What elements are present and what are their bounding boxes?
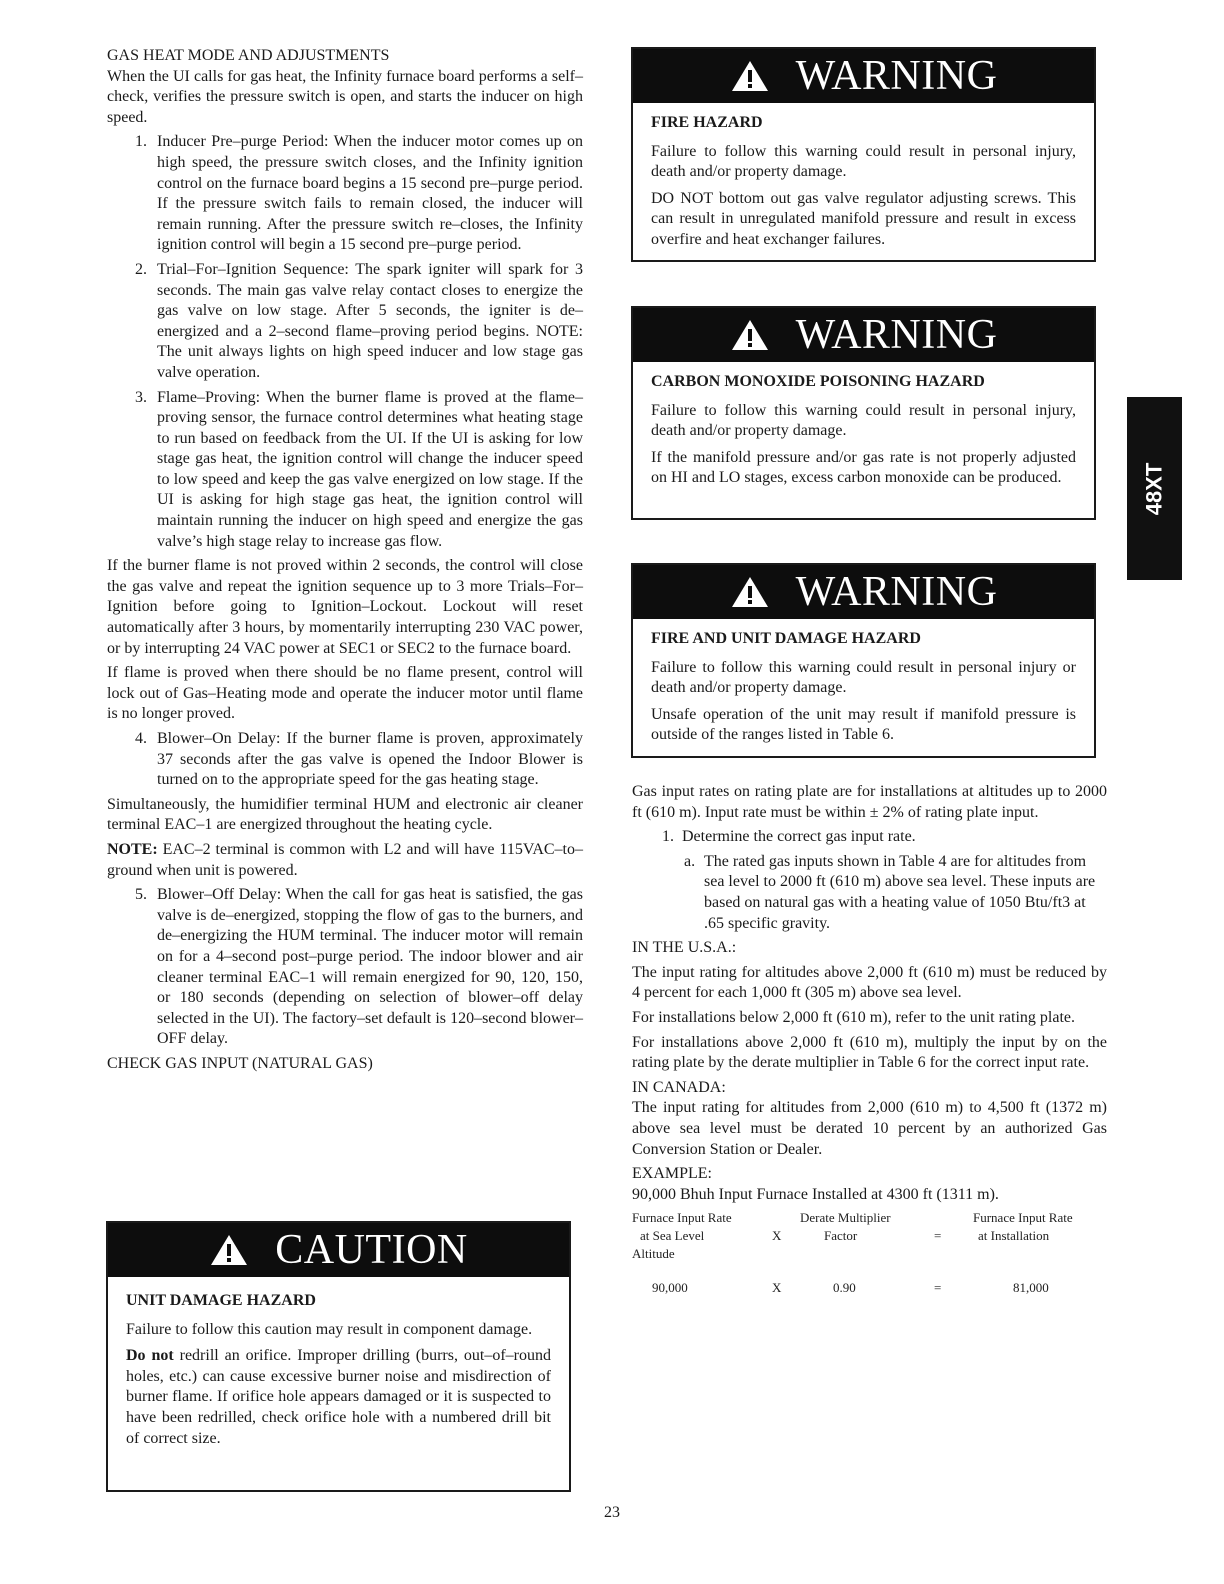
list-text: Trial–For–Ignition Sequence: The spark igniter will spark for 3 seconds. The main gas valve relay contact closes to energize the gas valve on low stage. After 5 seconds, the igniter is de–energized and a 2–second flame–proving period begins. NOTE: The unit always lights on high speed inducer and low stage gas valve operation. (157, 260, 583, 381)
list-number: 2. (135, 260, 147, 278)
list-text: Blower–Off Delay: When the call for gas heat is satisfied, the gas valve is de–energized, stopping the flow of gas to the burners, and de–energizing the HUM terminal. The inducer motor will remain on for a 4–second post–purge period. The indoor blower and air cleaner terminal EAC–1 will remain energized for 90, 120, 150, or 180 seconds (depending on selection of blower–off delay selected in the UI). The factory–set default is 120–second blower–OFF delay. (157, 886, 583, 1048)
warning-triangle-icon (730, 318, 770, 352)
intro-paragraph: When the UI calls for gas heat, the Infinity furnace board performs a self–check, verifies the pressure switch is open, and starts the inducer on high speed. (107, 67, 583, 126)
warning-body (633, 103, 1094, 263)
warning-body (633, 362, 1094, 501)
gas-input-intro: Gas input rates on rating plate are for installations at altitudes up to 2000 ft (610 m). Input rate must be within ± 2% of rating plate input. (632, 783, 1107, 821)
list-text: Flame–Proving: When the burner flame is proved at the flame–proving sensor, the furnace control determines what heating stage to run based on feedback from the UI. If the UI is asking for low stage gas heat, the ignition control will change the inducer speed to low speed and keep the gas valve energized on low stage. If the UI is asking for high stage gas heat, the ignition control will maintain running the inducer on high speed and energize the gas valve’s high stage relay to increase gas flow. (157, 388, 583, 550)
warning-banner-label: WARNING (795, 52, 998, 99)
warning-box-fire-unit-damage (631, 563, 1096, 758)
list-item-1 (107, 132, 583, 256)
caution-box (106, 1221, 571, 1492)
warning-paragraph: Failure to follow this warning could result in personal injury, death and/or property damage. (651, 142, 1076, 181)
caution-body (108, 1277, 569, 1461)
list-item-2 (107, 260, 583, 384)
list-text: The rated gas inputs shown in Table 4 are for altitudes from sea level to 2000 ft (610 m) above sea level. These inputs are based on natural gas with a heating value of 1050 Btu/ft3 at .65 specific gravity. (704, 852, 1096, 932)
side-tab-model (1127, 397, 1182, 580)
calc-col1-header: Altitude (632, 1246, 675, 1262)
warning-paragraph: If the manifold pressure and/or gas rate is not properly adjusted on HI and LO stages, excess carbon monoxide can be produced. (651, 448, 1076, 487)
caution-title: UNIT DAMAGE HAZARD (126, 1292, 316, 1309)
warning-triangle-icon (209, 1233, 249, 1267)
caution-paragraph-2 (126, 1346, 551, 1449)
calc-col1-header: at Sea Level (640, 1228, 705, 1244)
left-column (107, 46, 583, 1075)
warning-banner-label: WARNING (795, 311, 998, 358)
warning-triangle-icon (730, 575, 770, 609)
usa-paragraph-3: For installations above 2,000 ft (610 m), multiply the input by on the rating plate by the derate multiplier in Table 6 for the correct input rate. (632, 1033, 1107, 1072)
do-not-label: Do not (126, 1347, 174, 1365)
list-item-determine (632, 827, 1107, 848)
example-line: 90,000 Bhuh Input Furnace Installed at 4300 ft (1311 m). (632, 1185, 999, 1203)
right-column (632, 782, 1107, 1305)
warning-box-fire (631, 47, 1096, 262)
list-item-3 (107, 388, 583, 553)
list-number: 5. (135, 886, 147, 904)
list-number: 1. (135, 133, 147, 151)
caution-paragraph-2-text: redrill an orifice. Improper drilling (burrs, out–of–round holes, etc.) can cause excessive burner noise and misdirection of burner flame. If orifice hole appears damaged or it is suspected to have been redrilled, check orifice hole with a numbered drill bit of correct size. (126, 1347, 551, 1447)
warning-title: FIRE HAZARD (651, 114, 763, 131)
usa-paragraph-2: For installations below 2,000 ft (610 m), refer to the unit rating plate. (632, 1008, 1076, 1026)
caution-paragraph-1: Failure to follow this caution may result in component damage. (126, 1320, 533, 1338)
calc-col2-header: Factor (824, 1228, 858, 1244)
example-heading: EXAMPLE: (632, 1165, 712, 1183)
derate-calculation (632, 1209, 1107, 1305)
warning-paragraph: Unsafe operation of the unit may result if manifold pressure is outside of the ranges listed in Table 6. (651, 705, 1076, 744)
calc-col1-header: Furnace Input Rate (632, 1210, 732, 1226)
calc-col3-header: at Installation (978, 1228, 1050, 1244)
list-text: Inducer Pre–purge Period: When the inducer motor comes up on high speed, the pressure switch closes, and the Infinity ignition control on the furnace board begins a 15 second pre–purge period. If the pressure switch fails to remain closed, the inducer will remain running. After the pressure switch re–closes, the Infinity ignition control will begin a 15 second pre–purge period. (157, 133, 583, 254)
paragraph-simultaneously: Simultaneously, the humidifier terminal HUM and electronic air cleaner terminal EAC–1 are energized throughout the heating cycle. (107, 795, 583, 834)
note-label: NOTE: (107, 840, 158, 858)
warning-banner (633, 565, 1094, 619)
list-number: a. (684, 852, 696, 870)
section-heading-gas-heat: GAS HEAT MODE AND ADJUSTMENTS (107, 47, 390, 64)
calc-value: 81,000 (1013, 1280, 1049, 1296)
warning-banner (633, 308, 1094, 362)
list-number: 1. (662, 828, 674, 846)
warning-title: CARBON MONOXIDE POISONING HAZARD (651, 373, 985, 390)
list-text: Determine the correct gas input rate. (682, 828, 916, 846)
calc-col2-header: Derate Multiplier (800, 1210, 891, 1226)
calc-operator: X (772, 1228, 782, 1244)
warning-box-carbon-monoxide (631, 306, 1096, 520)
canada-paragraph: The input rating for altitudes from 2,000 (610 m) to 4,500 ft (1372 m) above sea level must be derated 10 percent by an authorized Gas Conversion Station or Dealer. (632, 1099, 1107, 1158)
calc-col3-header: Furnace Input Rate (973, 1210, 1073, 1226)
warning-title: FIRE AND UNIT DAMAGE HAZARD (651, 630, 921, 647)
list-item-4 (107, 729, 583, 791)
page-number: 23 (604, 1504, 620, 1521)
caution-banner-label: CAUTION (275, 1226, 468, 1273)
warning-paragraph: DO NOT bottom out gas valve regulator adjusting screws. This can result in unregulated manifold pressure and result in excess overfire and heat exchanger failures. (651, 189, 1076, 248)
calc-value: 90,000 (652, 1280, 688, 1296)
usa-heading: IN THE U.S.A.: (632, 939, 737, 957)
paragraph-flame-no: If flame is proved when there should be no flame present, control will lock out of Gas–Heating mode and operate the inducer motor until flame is no longer proved. (107, 664, 583, 723)
calc-value: 0.90 (833, 1280, 856, 1296)
usa-paragraph-1: The input rating for altitudes above 2,000 ft (610 m) must be reduced by 4 percent for each 1,000 ft (305 m) above sea level. (632, 963, 1107, 1002)
warning-banner (633, 49, 1094, 103)
section-heading-check-gas: CHECK GAS INPUT (NATURAL GAS) (107, 1054, 373, 1072)
list-item-rated-inputs (632, 852, 1107, 934)
canada-heading: IN CANADA: (632, 1078, 726, 1096)
warning-paragraph: Failure to follow this warning could result in personal injury or death and/or property damage. (651, 658, 1076, 697)
paragraph-not-proved: If the burner flame is not proved within 2 seconds, the control will close the gas valve and repeat the ignition sequence up to 3 more Trials–For–Ignition before going to Ignition–Lockout. Lockout will reset automatically after 3 hours, by momentarily interrupting 230 VAC power, or by interrupting 24 VAC power at SEC1 or SEC2 to the furnace board. (107, 557, 583, 657)
note-paragraph (107, 840, 583, 881)
side-tab-label: 48XT (1141, 462, 1167, 515)
list-number: 3. (135, 388, 147, 406)
list-number: 4. (135, 730, 147, 747)
warning-paragraph: Failure to follow this warning could result in personal injury, death and/or property damage. (651, 401, 1076, 440)
calc-operator: = (934, 1280, 942, 1296)
calc-operator: = (934, 1228, 942, 1244)
calc-operator: X (772, 1280, 782, 1296)
list-text: Blower–On Delay: If the burner flame is proven, approximately 37 seconds after the gas valve is opened the Indoor Blower is turned on to the appropriate speed for the gas heating stage. (157, 730, 583, 789)
warning-body (633, 619, 1094, 758)
note-text: EAC–2 terminal is common with L2 and will have 115VAC–to–ground when unit is powered. (107, 840, 583, 879)
caution-banner (108, 1223, 569, 1277)
list-item-5 (107, 885, 583, 1050)
warning-banner-label: WARNING (795, 568, 998, 615)
warning-triangle-icon (730, 59, 770, 93)
